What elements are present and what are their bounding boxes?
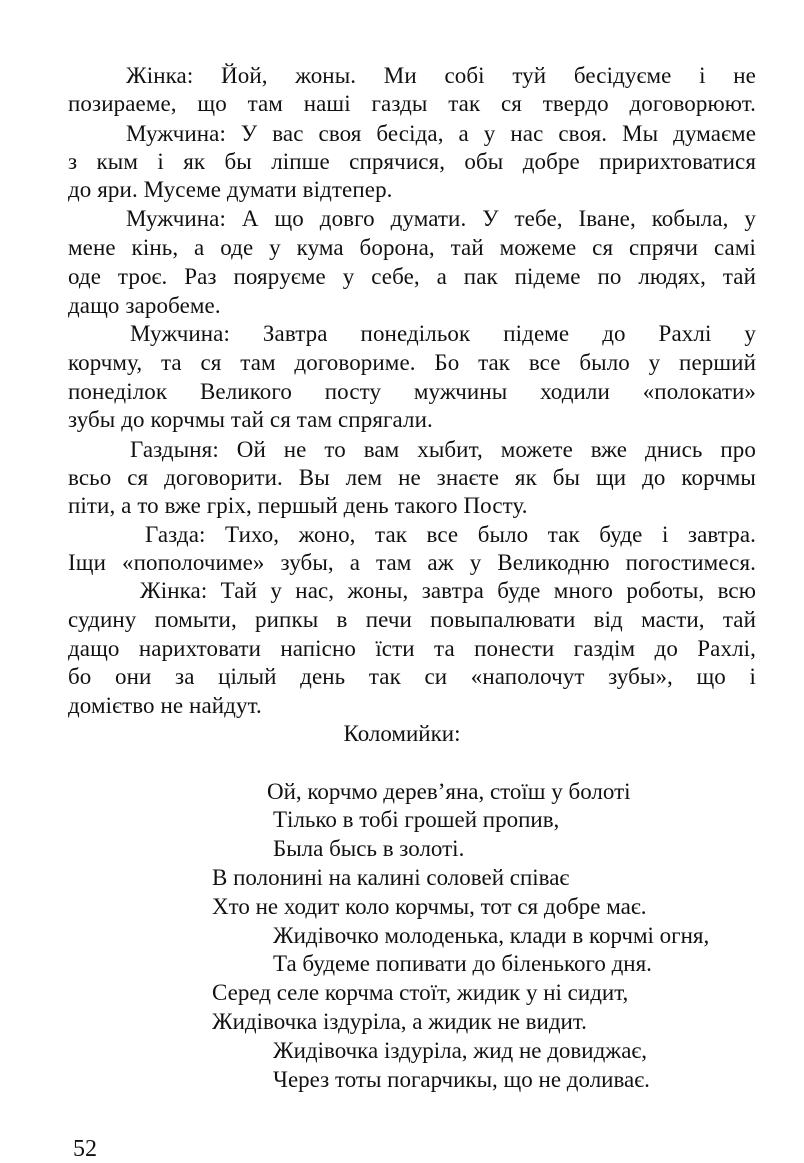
paragraph-4-line-3: понеділок Великого посту мужчины ходили «полокати» <box>68 379 756 404</box>
paragraph-6-line-1: Газда: Тихо, жоно, так все было так буде і завтра. <box>145 522 756 547</box>
paragraph-7-line-2: судину помыти, рипкы в печи повыпалювати від масти, тай <box>68 607 756 632</box>
paragraph-5-line-3: піти, а то вже гріх, першый день такого Посту. <box>68 493 528 518</box>
verse-line-7: Та будеме попивати до біленького дня. <box>273 951 652 976</box>
paragraph-4-line-2: корчму, та ся там договориме. Бо так все было у перший <box>68 350 756 375</box>
paragraph-1-line-2: позираеме, що там наші газды так ся твердо договорюют. <box>68 91 756 116</box>
verse-line-10: Жидівочка іздуріла, жид не довиджає, <box>273 1038 648 1063</box>
verse-title: Коломийки: <box>343 721 461 746</box>
paragraph-2-line-3: до яри. Мусеме думати відтепер. <box>68 177 393 202</box>
verse-line-4: В полонині на калині соловей співає <box>212 865 570 890</box>
paragraph-5-line-1: Газдыня: Ой не то вам хыбит, можете вже днись про <box>130 437 756 462</box>
paragraph-3-line-4: дащо заробеме. <box>68 293 221 318</box>
paragraph-2-line-2: з кым і як бы ліпше спрячися, обы добре пририхтоватися <box>68 149 756 174</box>
paragraph-7-line-1: Жінка: Тай у нас, жоны, завтра буде много роботы, всю <box>140 578 756 603</box>
paragraph-7-line-5: домієтво не найдут. <box>68 693 262 718</box>
paragraph-3-line-1: Мужчина: А що довго думати. У тебе, Іване, кобыла, у <box>126 206 756 231</box>
paragraph-1-line-1: Жінка: Йой, жоны. Ми собі туй бесідуєме і не <box>126 63 756 88</box>
verse-line-6: Жидівочко молоденька, клади в корчмі огня, <box>273 923 710 948</box>
paragraph-6-line-2: Іщи «пополочиме» зубы, а там аж у Великодню погостимеся. <box>68 550 756 575</box>
paragraph-7-line-4: бо они за цілый день так си «наполочут зубы», що і <box>68 664 756 689</box>
verse-line-8: Серед селе корчма стоїт, жидик у ні сидит, <box>212 980 629 1005</box>
paragraph-7-line-3: дащо нарихтовати напісно їсти та понести газдім до Рахлі, <box>68 636 756 661</box>
paragraph-4-line-1: Мужчина: Завтра понедільок підеме до Рахлі у <box>130 321 756 346</box>
paragraph-4-line-4: зубы до корчмы тай ся там спрягали. <box>68 407 433 432</box>
paragraph-3-line-3: оде троє. Раз поярyєме у себе, а пак підеме по людях, тай <box>68 264 756 289</box>
verse-line-2: Тілько в тобі грошей пропив, <box>273 807 560 832</box>
verse-line-11: Через тоты погарчикы, що не доливає. <box>273 1067 650 1092</box>
verse-line-9: Жидівочка іздуріла, а жидик не видит. <box>212 1009 587 1034</box>
verse-line-5: Хто не ходит коло корчмы, тот ся добре має. <box>212 894 647 919</box>
verse-line-1: Ой, корчмо дерев’яна, стоїш у болоті <box>267 779 631 804</box>
verse-line-3: Была бысь в золоті. <box>273 836 465 861</box>
paragraph-3-line-2: мене кінь, а оде у кума борона, тай можеме ся спрячи самі <box>68 235 756 260</box>
page-number: 52 <box>73 1136 97 1162</box>
paragraph-5-line-2: всьо ся договорити. Вы лем не знаєте як бы щи до корчмы <box>68 465 756 490</box>
paragraph-2-line-1: Мужчина: У вас своя бесіда, а у нас своя. Мы думаєме <box>126 121 756 146</box>
